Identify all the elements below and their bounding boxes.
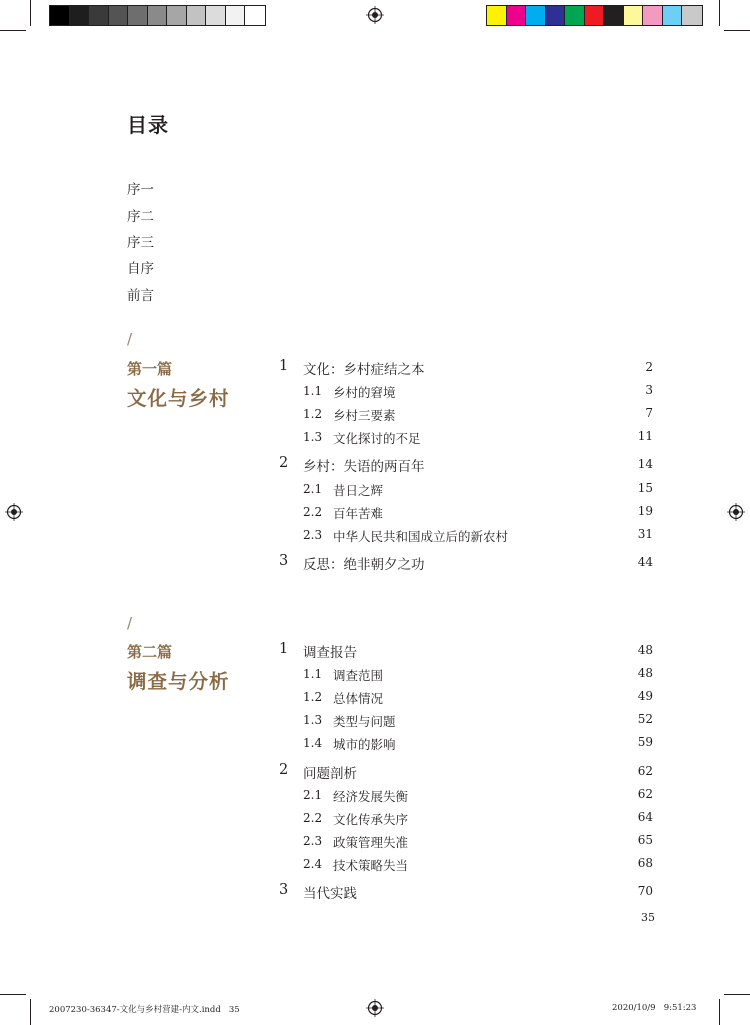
color-swatch xyxy=(624,6,644,25)
registration-mark-bottom-icon xyxy=(366,999,384,1017)
section-title: 城市的影响 xyxy=(333,737,396,752)
toc-section-row[interactable] xyxy=(279,787,653,807)
part-divider-slash: / xyxy=(127,614,133,632)
slug-filename: 2007230-36347-文化与乡村营建-内文.indd 35 xyxy=(49,1005,240,1015)
toc-chapter-row[interactable] xyxy=(279,641,653,661)
section-title: 乡村三要素 xyxy=(333,408,396,423)
toc-section-row[interactable] xyxy=(279,810,653,830)
page-number: 48 xyxy=(637,643,653,657)
color-swatch xyxy=(526,6,546,25)
section-number: 1.1 xyxy=(303,667,323,681)
page-number: 68 xyxy=(637,856,653,870)
front-matter-item[interactable]: 序一 xyxy=(127,182,154,198)
part-title: 文化与乡村 xyxy=(127,387,230,410)
gray-swatch xyxy=(70,6,90,25)
color-swatch xyxy=(604,6,624,25)
chapter-number: 3 xyxy=(279,882,289,898)
section-title: 经济发展失衡 xyxy=(333,789,409,804)
section-number: 2.2 xyxy=(303,811,323,825)
gray-swatch xyxy=(226,6,246,25)
section-number: 2.3 xyxy=(303,834,323,848)
section-title: 昔日之辉 xyxy=(333,483,384,498)
color-swatch xyxy=(546,6,566,25)
front-matter-item[interactable]: 序二 xyxy=(127,209,154,225)
toc-section-row[interactable] xyxy=(279,481,653,501)
toc-title: 目录 xyxy=(127,113,169,137)
folio-page-number: 35 xyxy=(641,911,655,924)
front-matter-item[interactable]: 自序 xyxy=(127,261,154,277)
page-number: 7 xyxy=(645,406,653,420)
section-number: 1.3 xyxy=(303,430,323,444)
section-number: 2.1 xyxy=(303,482,323,496)
gray-swatch xyxy=(206,6,226,25)
section-number: 1.4 xyxy=(303,736,323,750)
section-title: 政策管理失准 xyxy=(333,835,409,850)
page-number: 65 xyxy=(637,833,653,847)
page-number: 64 xyxy=(637,810,653,824)
section-title: 中华人民共和国成立后的新农村 xyxy=(333,529,509,544)
section-number: 1.2 xyxy=(303,690,323,704)
page-number: 59 xyxy=(637,735,653,749)
toc-section-row[interactable] xyxy=(279,383,653,403)
gray-swatch xyxy=(187,6,207,25)
page-number: 62 xyxy=(637,787,653,801)
toc-chapter-row[interactable] xyxy=(279,358,653,378)
gray-swatch xyxy=(89,6,109,25)
chapter-number: 1 xyxy=(279,358,289,374)
toc-chapter-row[interactable] xyxy=(279,882,653,902)
registration-mark-left-icon xyxy=(5,503,23,521)
toc-section-row[interactable] xyxy=(279,429,653,449)
part-divider-slash: / xyxy=(127,330,133,348)
toc-chapter-row[interactable] xyxy=(279,455,653,475)
section-title: 类型与问题 xyxy=(333,714,396,729)
toc-section-row[interactable] xyxy=(279,689,653,709)
section-number: 2.1 xyxy=(303,788,323,802)
section-number: 2.2 xyxy=(303,505,323,519)
section-title: 总体情况 xyxy=(333,691,384,706)
chapter-title: 调查报告 xyxy=(303,645,357,661)
front-matter-item[interactable]: 序三 xyxy=(127,235,154,251)
gray-swatch xyxy=(167,6,187,25)
chapter-number: 1 xyxy=(279,641,289,657)
section-number: 2.3 xyxy=(303,528,323,542)
section-number: 1.1 xyxy=(303,384,323,398)
page-number: 44 xyxy=(637,555,653,569)
section-title: 乡村的窘境 xyxy=(333,385,396,400)
page-number: 70 xyxy=(637,884,653,898)
part-label: 第二篇 xyxy=(127,643,173,661)
chapter-title: 当代实践 xyxy=(303,886,357,902)
page-number: 15 xyxy=(637,481,653,495)
toc-section-row[interactable] xyxy=(279,504,653,524)
part-title: 调查与分析 xyxy=(127,670,230,693)
part-label: 第一篇 xyxy=(127,360,173,378)
toc-chapter-row[interactable] xyxy=(279,762,653,782)
color-swatch xyxy=(643,6,663,25)
page-number: 48 xyxy=(637,666,653,680)
color-swatch xyxy=(487,6,507,25)
toc-section-row[interactable] xyxy=(279,856,653,876)
chapter-number: 2 xyxy=(279,762,289,778)
toc-section-row[interactable] xyxy=(279,406,653,426)
section-number: 2.4 xyxy=(303,857,323,871)
front-matter-item[interactable]: 前言 xyxy=(127,288,154,304)
chapter-title: 反思：绝非朝夕之功 xyxy=(303,557,425,573)
page-number: 3 xyxy=(645,383,653,397)
gray-swatch xyxy=(109,6,129,25)
chapter-title: 乡村：失语的两百年 xyxy=(303,459,425,475)
chapter-title: 文化：乡村症结之本 xyxy=(303,362,425,378)
gray-swatch xyxy=(148,6,168,25)
section-number: 1.2 xyxy=(303,407,323,421)
toc-section-row[interactable] xyxy=(279,735,653,755)
chapter-number: 2 xyxy=(279,455,289,471)
toc-section-row[interactable] xyxy=(279,833,653,853)
section-title: 技术策略失当 xyxy=(333,858,409,873)
grayscale-color-bar xyxy=(49,5,266,26)
color-swatch xyxy=(565,6,585,25)
color-swatch xyxy=(585,6,605,25)
page-number: 52 xyxy=(637,712,653,726)
registration-mark-top-icon xyxy=(366,6,384,24)
toc-section-row[interactable] xyxy=(279,666,653,686)
process-color-bar xyxy=(486,5,703,26)
color-swatch xyxy=(507,6,527,25)
toc-chapter-row[interactable] xyxy=(279,553,653,573)
section-title: 文化传承失序 xyxy=(333,812,409,827)
toc-section-row[interactable] xyxy=(279,712,653,732)
page-number: 14 xyxy=(637,457,653,471)
section-title: 百年苦难 xyxy=(333,506,384,521)
page-number: 19 xyxy=(637,504,653,518)
registration-mark-right-icon xyxy=(727,503,745,521)
section-number: 1.3 xyxy=(303,713,323,727)
color-swatch xyxy=(682,6,702,25)
slug-timestamp: 2020/10/9 9:51:23 xyxy=(612,1003,697,1013)
page-number: 62 xyxy=(637,764,653,778)
chapter-title: 问题剖析 xyxy=(303,766,357,782)
section-title: 调查范围 xyxy=(333,668,384,683)
section-title: 文化探讨的不足 xyxy=(333,431,421,446)
page-number: 31 xyxy=(637,527,653,541)
page-number: 2 xyxy=(645,360,653,374)
gray-swatch xyxy=(128,6,148,25)
gray-swatch xyxy=(50,6,70,25)
page-number: 11 xyxy=(637,429,653,443)
color-swatch xyxy=(663,6,683,25)
gray-swatch xyxy=(245,6,265,25)
page-number: 49 xyxy=(637,689,653,703)
toc-section-row[interactable] xyxy=(279,527,653,547)
chapter-number: 3 xyxy=(279,553,289,569)
